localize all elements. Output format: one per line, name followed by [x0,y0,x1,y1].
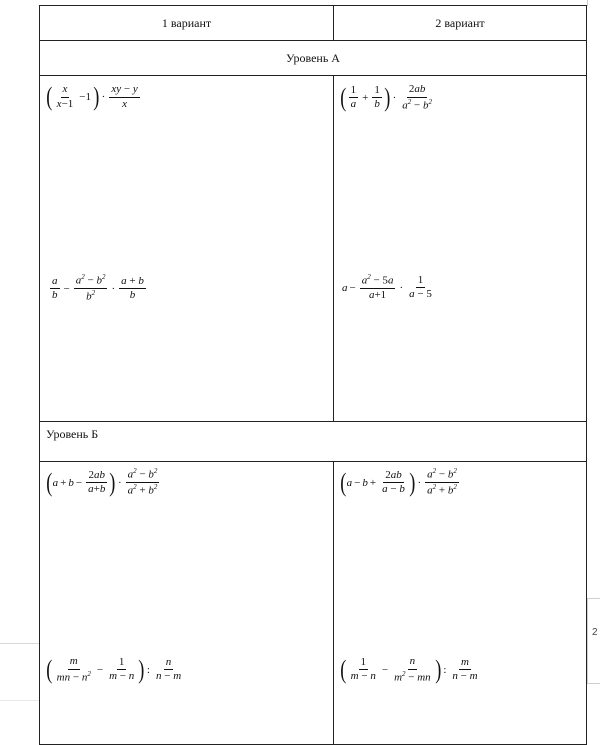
expression-b1: ( a + b − $\frac{2ab}{a+b}$ ) · $\frac{a^2 - b^2}{a^2 + b^2}$ [46,467,158,497]
page-edge-line [587,0,588,6]
expression-a4: a − $\frac{a^2 - 5a}{a+1}$ · $\frac{1}{a - 5}$ [342,273,432,302]
level-b-row [40,422,587,462]
level-b-variant-2-cell [334,462,587,745]
level-a-body [40,76,587,422]
expression-a3: ( $\frac{1}{a}$ + $\frac{1}{b}$ ) · $\frac{2ab}{a^2 - b^2}$ [340,82,432,112]
variant-2-header: 2 вариант [334,6,587,41]
level-a-variant-2-cell [334,76,587,422]
level-b-title: Уровень Б [40,422,587,462]
variant-1-header: 1 вариант [40,6,334,41]
level-b-variant-1-cell [40,462,334,745]
expression-b4: ( $\frac{1}{m - n}$ − $\frac{n}{m^2 - mn}$ ) : $\frac{m}{n - m}$ [340,654,478,684]
variant-header-row [40,6,587,41]
expression-a2: $\frac{a}{b}$ − $\frac{a^2 - b^2}{b^2}$ · $\frac{a + b}{b}$ [52,273,144,303]
page-number: 2 [592,627,598,638]
level-a-variant-1-cell [40,76,334,422]
left-margin-line [0,643,39,644]
level-a-title: Уровень А [40,41,587,76]
expression-b3: ( a − b + $\frac{2ab}{a - b}$ ) · $\frac{a^2 - b^2}{a^2 + b^2}$ [340,467,457,497]
next-page-edge [587,598,600,684]
expression-a1: ( $\frac{x}{x-1}$ −1 ) · $\frac{xy - y}{x}$ [46,82,138,112]
left-margin-line-2 [0,700,39,701]
expression-b2: ( $\frac{m}{mn - n^2}$ − $\frac{1}{m - n}$ ) : $\frac{n}{n - m}$ [46,654,182,684]
level-a-row [40,41,587,76]
level-b-body [40,462,587,745]
worksheet-table [39,5,587,745]
